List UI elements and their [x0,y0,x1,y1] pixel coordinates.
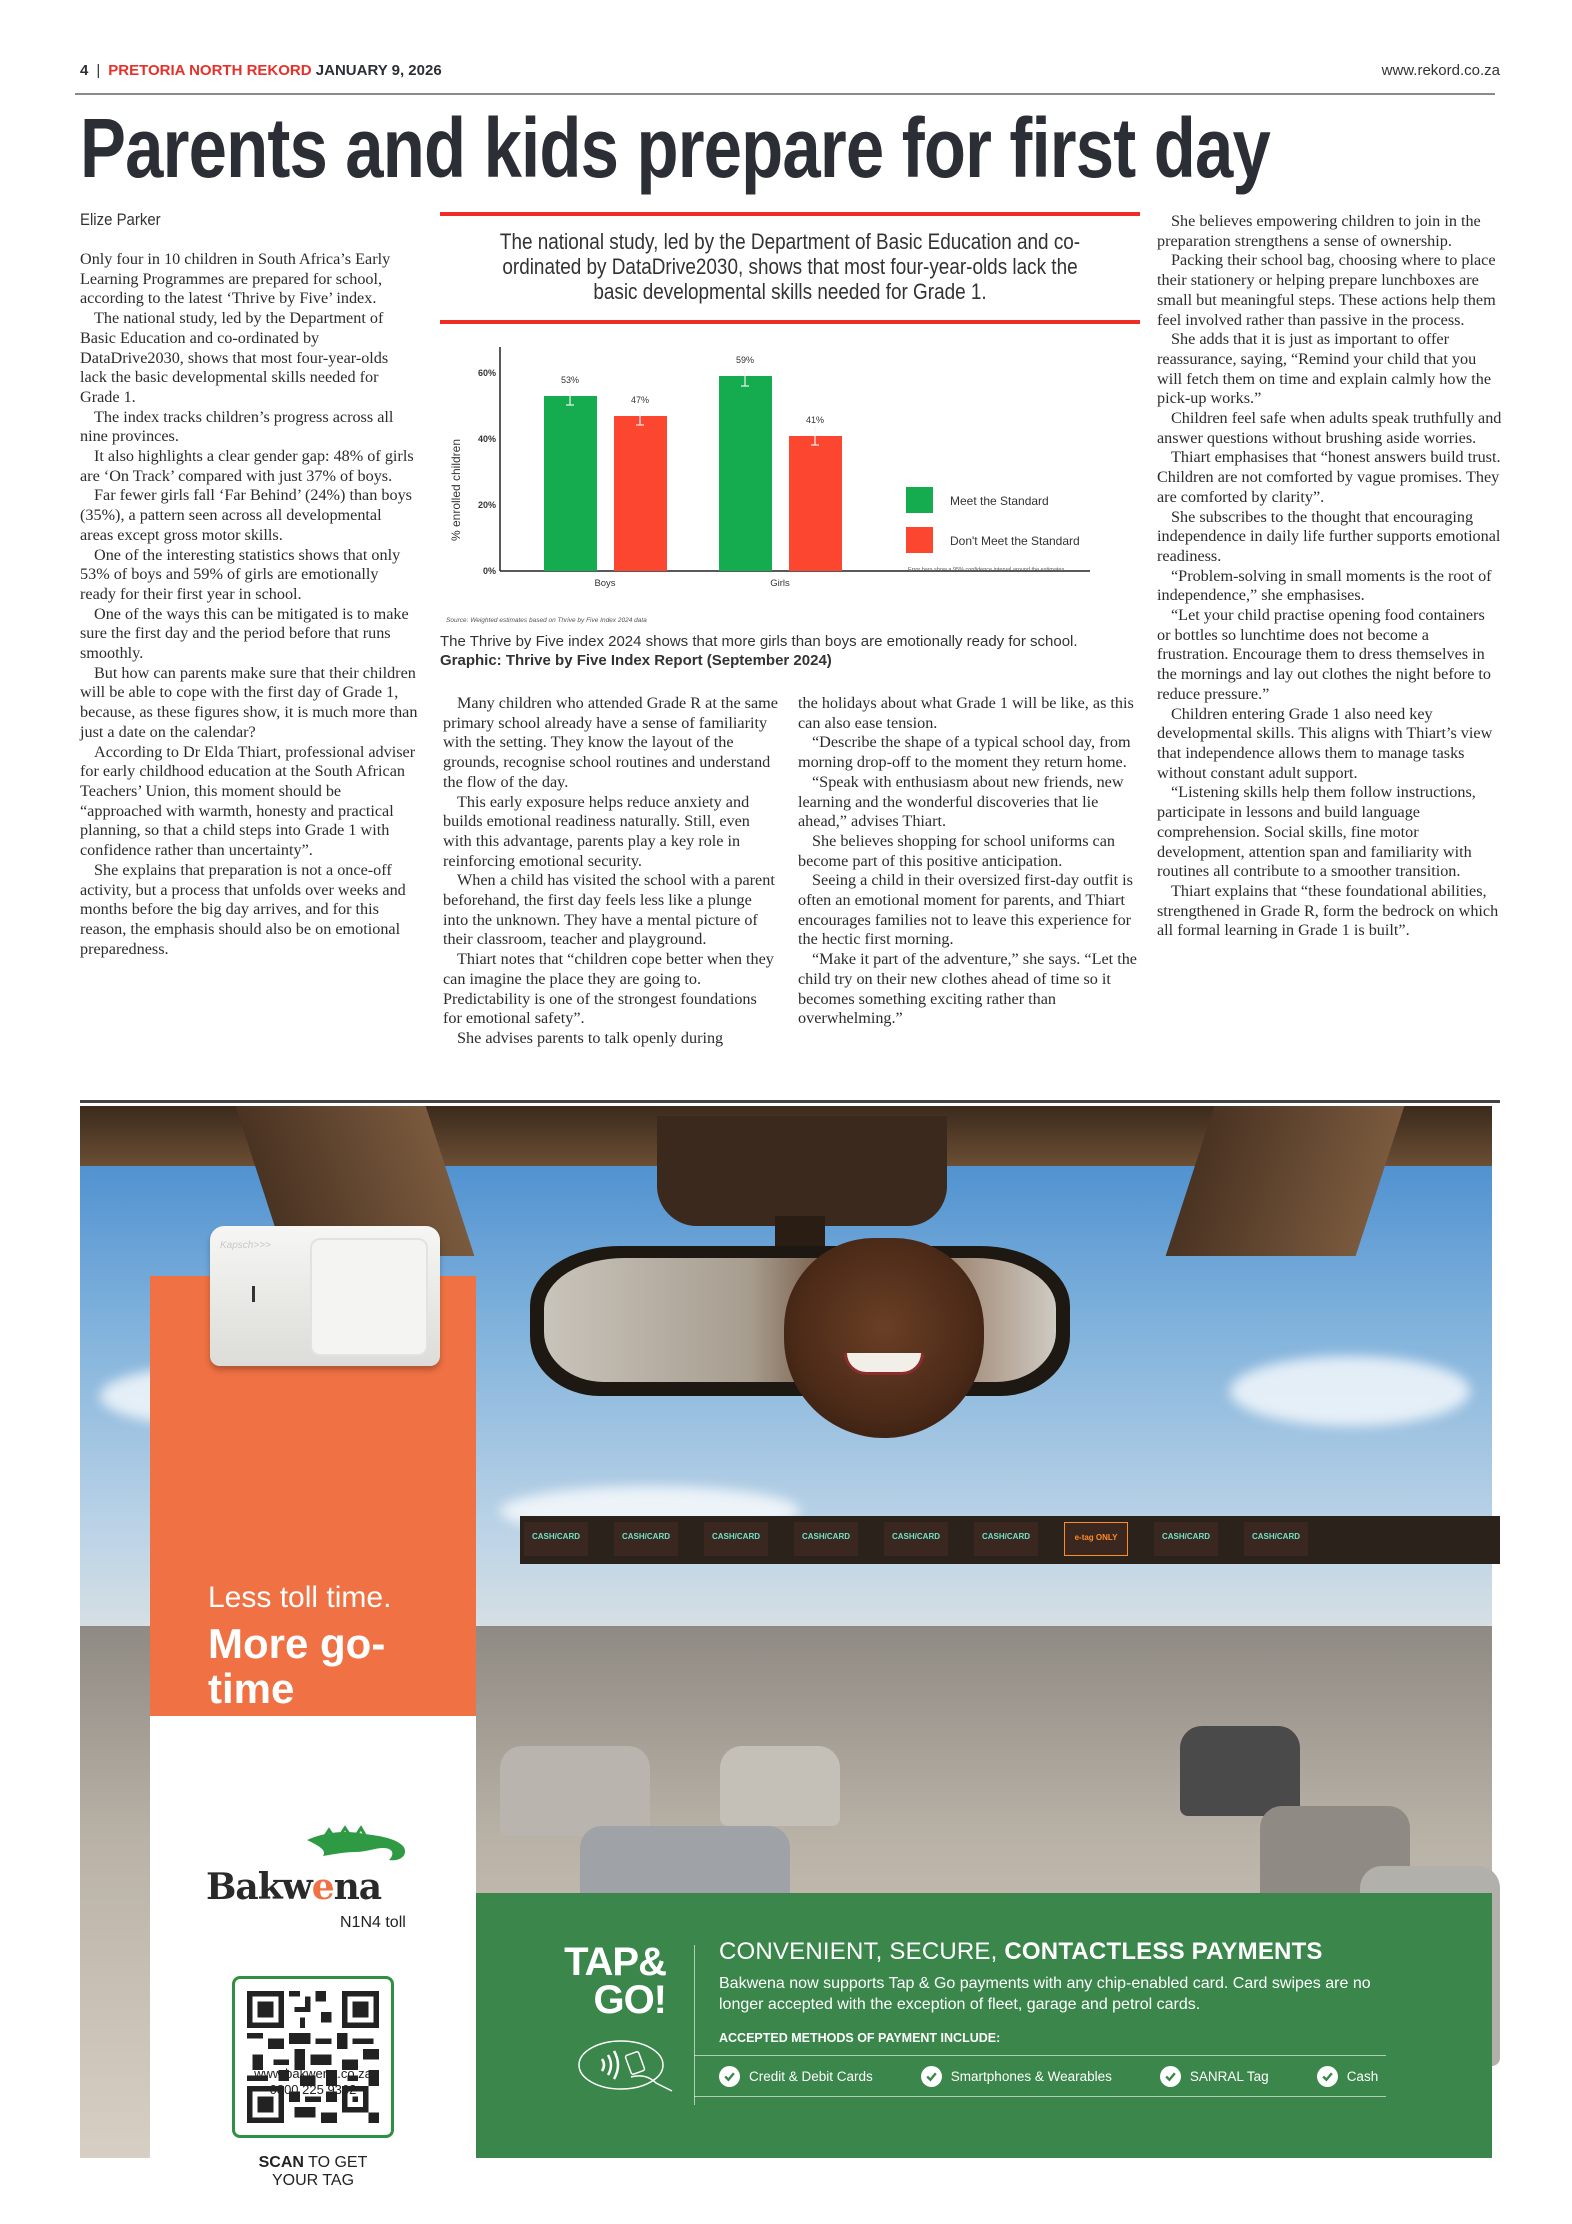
lane-sign: CASH/CARD [974,1522,1038,1556]
article-column-1 [80,250,418,959]
value-label: 59% [735,355,755,365]
paragraph: She adds that it is just as important to offer reassurance, saying, “Remind your child that you will fetch them on time and explain calmly how the pick-up works.” [1157,330,1492,408]
paragraph: “Listening skills help them follow instructions, participate in lessons and build language comprehension. Social skills, fine motor development, attention span and familiarity with routines all contribute to a smoother transition. [1157,783,1476,881]
value-label: 47% [630,395,650,405]
paragraph: Far fewer girls fall ‘Far Behind’ (24%) than boys (35%), a pattern seen across all developmental areas except gross motor skills. [80,486,412,544]
scan-bold: SCAN [258,2154,304,2171]
paragraph: Children entering Grade 1 also need key developmental skills. This aligns with Thiart’s view that independence allows them to manage tasks without constant adult support. [1157,704,1493,782]
lane-sign: CASH/CARD [614,1522,678,1556]
paragraph: She explains that preparation is not a once-off activity, but a process that unfolds over weeks and months before the big day arrives, and for this reason, the emphasis should also be on emotional preparedness. [80,860,406,958]
legend-label-not-meet: Don't Meet the Standard [950,534,1080,548]
bakwena-phone: 0800 225 9362 [269,2082,357,2097]
promo-line-less-toll: Less toll time. [208,1581,392,1614]
error-bar-note: Error bars show a 95% confidence interval around the estimates [908,567,1065,573]
payment-method-label: Smartphones & Wearables [950,2068,1112,2084]
device-window [310,1238,428,1356]
bakwena-website[interactable]: www.bakwena.co.za [254,2066,372,2081]
paragraph: The index tracks children’s progress across all nine provinces. [80,407,394,446]
paragraph: Only four in 10 children in South Africa’s Early Learning Programmes are prepared for school, according to the latest ‘Thrive by Five’ index. [80,250,391,308]
lane-sign: CASH/CARD [1154,1522,1218,1556]
lane-sign: CASH/CARD [704,1522,768,1556]
lane-sign: CASH/CARD [1244,1522,1308,1556]
bar-boys-not-meet [614,416,667,571]
page-folio [80,62,1500,84]
tap-go-logo [546,1940,666,2022]
toll-gantry [520,1516,1500,1564]
tap-and-go-banner [476,1893,1492,2158]
pull-quote-text: The national study, led by the Department of Basic Education and co-ordinated by DataDrive2030, shows that most four-year-olds lack the basic developmental skills needed for Grade 1. [499,229,1081,304]
x-tick: Girls [770,578,790,589]
tap-go-logo-line1: TAP& [564,1940,666,1984]
car [1180,1726,1300,1816]
paragraph: Thiart explains that “these foundational abilities, strengthened in Grade R, form the bedrock on which all formal learning in Grade 1 is built”. [1157,881,1499,940]
qr-code[interactable] [232,1976,394,2138]
lane-sign: CASH/CARD [524,1522,588,1556]
wordmark-e: e [311,1866,334,1908]
payment-method-label: SANRAL Tag [1189,2068,1269,2084]
tap-go-heading [719,1938,1323,1966]
paragraph: She subscribes to the thought that encouraging independence in daily life further supports emotional readiness. [1157,507,1501,565]
paragraph: Thiart emphasises that “honest answers build trust. Children are not comforted by vague promises. They are comforted by clarity”. [1157,448,1501,506]
cloud [1230,1356,1470,1426]
device-slot [252,1286,255,1302]
y-tick: 0% [482,566,496,576]
wordmark-part: na [333,1866,382,1908]
bar-chart [440,335,1140,625]
mirror-mount [657,1116,947,1226]
crocodile-logo-icon [305,1826,410,1866]
value-label: 53% [560,375,580,385]
paragraph: Thiart notes that “children cope better when they can imagine the place they are going to. Predictability is one of the strongest foundations for emotional safety”. [443,950,774,1028]
x-ticks [594,578,790,589]
top-divider [75,93,1495,95]
legend-swatch-not-meet [906,527,933,553]
issue-date: JANUARY 9, 2026 [315,62,442,79]
page-number: 4 [80,62,89,79]
byline: Elize Parker [80,210,161,229]
paragraph: the holidays about what Grade 1 will be like, as this can also ease tension. [798,694,1134,732]
article-bottom-divider [80,1100,1500,1103]
mirror-reflection [544,1258,1056,1382]
promo-panel [150,1276,476,2189]
folio-separator: | [96,62,101,79]
scan-line-2: YOUR TAG [271,2172,355,2189]
payment-method-cash [1317,2066,1379,2087]
paragraph: The national study, led by the Department of Basic Education and co-ordinated by DataDrive2030, shows that most four-year-olds lack the basic developmental skills needed for Grade 1. [80,309,389,406]
car [720,1746,840,1826]
website-link[interactable]: www.rekord.co.za [1381,62,1500,79]
paragraph: It also highlights a clear gender gap: 48% of girls are ‘On Track’ compared with just 37% of boys. [80,447,414,485]
paragraph: This early exposure helps reduce anxiety and builds emotional readiness naturally. Still, even with this advantage, parents play a key role in reinforcing emotional security. [443,792,750,870]
payment-methods-list [694,2055,1386,2097]
value-labels [561,355,824,425]
check-icon [719,2066,740,2087]
chart-caption [440,632,1140,670]
device-brand: Kapsch>>> [220,1240,271,1251]
check-icon [921,2066,942,2087]
etag-only-sign: e-tag ONLY [1064,1522,1128,1556]
error-bars [566,367,819,445]
contactless-card-icon [576,2033,676,2093]
bar-girls-not-meet [789,436,842,571]
scan-rest: TO GET [303,2154,368,2171]
paragraph: “Problem-solving in small moments is the root of independence,” she emphasises. [1157,566,1492,605]
payment-method-label: Credit & Debit Cards [749,2068,873,2084]
paragraph: “Make it part of the adventure,” she says. “Let the child try on their new clothes ahead of time so it becomes something exciting rather than overwhelming.” [798,950,1137,1028]
y-tick: 60% [477,368,496,378]
chart-source: Source: Weighted estimates based on Thrive by Five Index 2024 data [446,617,647,624]
toll-route-tagline: N1N4 toll [340,1914,406,1931]
wordmark-part: Bakw [206,1866,312,1908]
paragraph: When a child has visited the school with a parent beforehand, the first day feels less like a plunge into the unknown. They have a mental picture of their classroom, teacher and playground. [443,871,775,949]
payment-method-smartphones [921,2066,1112,2087]
article-column-2 [443,694,779,1049]
payment-methods-label: ACCEPTED METHODS OF PAYMENT INCLUDE: [719,2031,1001,2045]
paragraph: According to Dr Elda Thiart, professional adviser for early childhood education at the South African Teachers’ Union, this moment should be “approached with warmth, honesty and practical planning, so that a child steps into Grade 1 with confidence rather than uncertainty”. [80,742,416,860]
pull-quote [440,212,1140,324]
paragraph: Many children who attended Grade R at the same primary school already have a sense of familiarity with the setting. They know the layout of the grounds, recognise school routines and understand the flow of the day. [443,694,778,791]
payment-method-sanral-tag [1160,2066,1269,2087]
qr-code-icon [247,1991,379,2123]
value-label: 41% [805,415,825,425]
article-column-3 [798,694,1143,1029]
heading-light: CONVENIENT, SECURE, [719,1938,1005,1965]
bakwena-wordmark [206,1866,381,1908]
y-ticks [478,368,496,576]
paragraph: Children feel safe when adults speak truthfully and answer questions without brushing aside worries. [1157,409,1502,447]
payment-method-label: Cash [1346,2068,1379,2084]
lane-sign: CASH/CARD [884,1522,948,1556]
y-tick: 40% [477,434,496,444]
check-icon [1160,2066,1181,2087]
paragraph: She believes shopping for school uniforms can become part of this positive anticipation. [798,831,1116,870]
promo-line-skip-wait: SKIP THE WAIT. [208,1771,397,1799]
bar-boys-meet [544,396,597,571]
y-axis-label: % enrolled children [449,438,463,542]
caption-credit: Graphic: Thrive by Five Index Report (September 2024) [440,652,832,669]
contact-block [150,2066,476,2098]
driver-face-reflection [784,1238,984,1438]
paragraph: One of the interesting statistics shows that only 53% of boys and 59% of girls are emotionally ready for their first year in school. [80,545,401,603]
caption-text: The Thrive by Five index 2024 shows that more girls than boys are emotionally ready for school. [440,633,1078,650]
legend-swatch-meet [906,487,933,513]
paragraph: One of the ways this can be mitigated is to make sure the first day and the period before that runs smoothly. [80,604,409,663]
toll-tag-device [210,1226,440,1366]
article-column-4 [1157,212,1502,941]
y-tick: 20% [477,500,496,510]
lane-sign: CASH/CARD [794,1522,858,1556]
tap-go-body: Bakwena now supports Tap & Go payments with any chip-enabled card. Card swipes are no longer accepted with the exception of fleet, garage and petrol cards. [719,1975,1371,2013]
promo-line-more-go-time: More go-time [208,1620,386,1712]
tap-go-logo-line2: GO! [593,1978,666,2022]
paragraph: “Describe the shape of a typical school day, from morning drop-off to the moment they return home. [798,733,1131,772]
check-icon [1317,2066,1338,2087]
paragraph: Seeing a child in their oversized first-day outfit is often an emotional moment for parents, and Thiart encourages families not to leave this experience for the hectic first morning. [798,871,1133,949]
driver-smile [844,1353,924,1375]
paragraph: “Let your child practise opening food containers or bottles so lunchtime does not become a frustration. Encourage them to dress themselves in the mornings and lay out clothes the night before to reduce pressure.” [1157,606,1492,703]
paper-name: PRETORIA NORTH REKORD [108,62,312,79]
legend-label-meet: Meet the Standard [950,494,1049,508]
headline: Parents and kids prepare for first day [80,101,1270,195]
chart-svg [440,335,1140,625]
rearview-mirror [530,1246,1070,1396]
paragraph: She advises parents to talk openly during [457,1028,724,1047]
heading-bold: CONTACTLESS PAYMENTS [1004,1938,1323,1965]
payment-method-cards [719,2066,873,2087]
car [500,1746,650,1836]
bar-girls-meet [719,376,772,571]
x-tick: Boys [594,578,616,589]
bakwena-advertisement[interactable] [80,1106,1492,2189]
chart-legend [906,487,1080,573]
paragraph: Packing their school bag, choosing where to place their stationery or helping prepare lunchboxes are small but meaningful steps. These actions help them feel involved rather than passive in the process. [1157,251,1496,329]
promo-line-get-tag: GET YOUR TAG. [208,1744,401,1772]
paragraph: But how can parents make sure that their children will be able to cope with the first day of Grade 1, because, as these figures show, it is much more than just a date on the calendar? [80,663,418,741]
paragraph: “Speak with enthusiasm about new friends, new learning and the wonderful discoveries that lie ahead,” advises Thiart. [798,772,1124,831]
scan-instruction [150,2154,476,2190]
paragraph: She believes empowering children to join in the preparation strengthens a sense of ownership. [1157,212,1481,250]
